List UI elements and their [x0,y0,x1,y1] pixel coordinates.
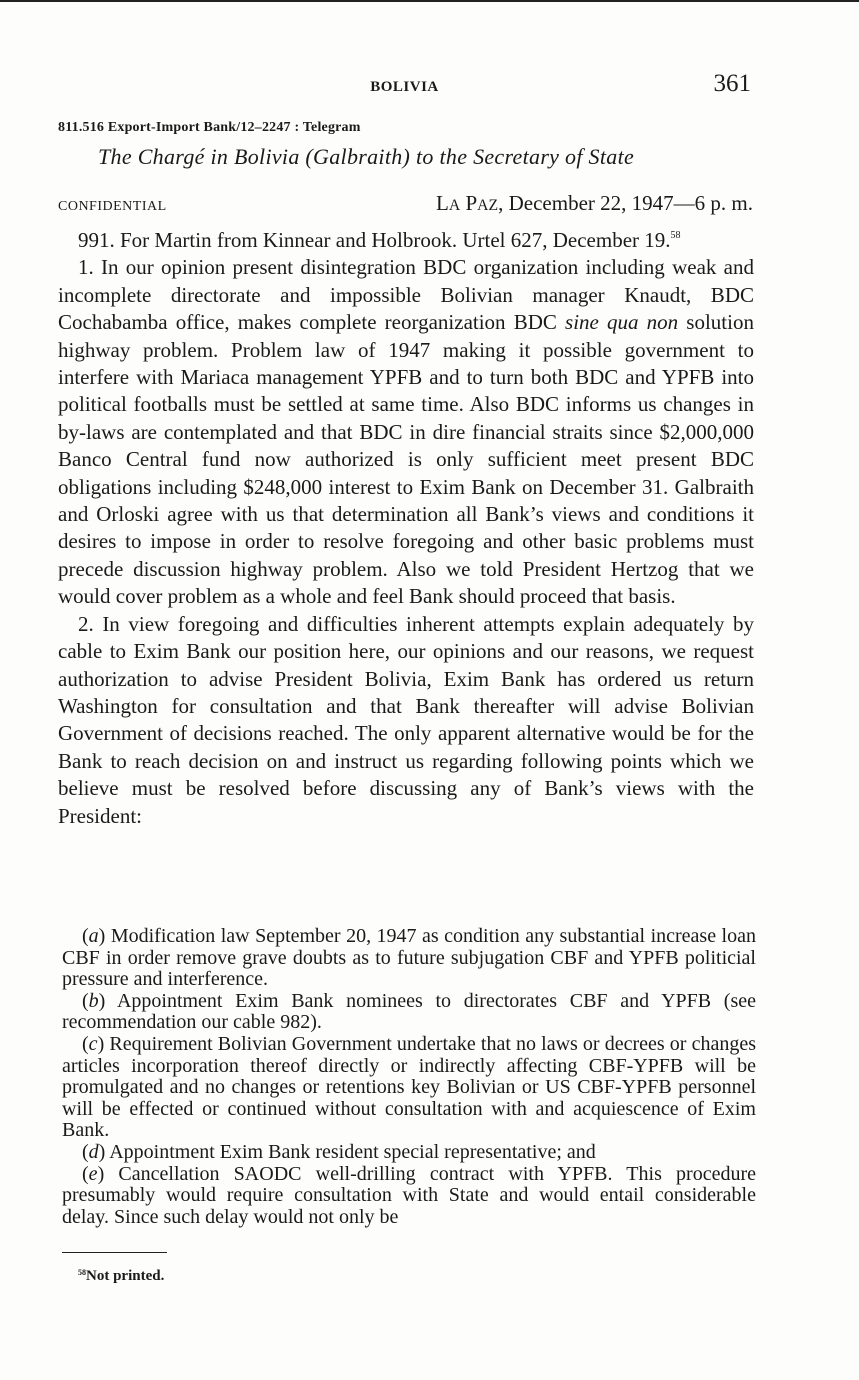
point-text: Modification law September 20, 1947 as condition any substantial increase loan CBF in order remove grave doubts as to future subjugation CBF and YPFB politicial pressure and interference. [62,925,756,991]
point-text: Requirement Bolivian Government undertake that no laws or decrees or changes articles incorporation thereof directly or indirectly affecting CBF-YPFB will be promulgated and no changes or retentions key Bolivian or US CBF-YPFB personnel will be effected or continued without consultation with and acquiescence of Exim Bank. [62,1032,756,1142]
footnote-reference: 58 [670,230,681,241]
classification-label: CONFIDENTIAL [58,199,167,214]
running-title: BOLIVIA [370,79,439,95]
paragraph-opening [58,227,754,254]
document-heading: The Chargé in Bolivia (Galbraith) to the Secretary of State [98,144,635,169]
dateline-place-initial-2: P [465,191,478,215]
dateline [436,191,753,216]
dateline-date: , December 22, 1947—6 p. m. [498,191,753,215]
footnote-rule [62,1252,167,1253]
classification-line [58,191,753,221]
dateline-place-rest-2: AZ [477,197,499,214]
point-item: (b) Appointment Exim Bank nominees to directorates CBF and YPFB (see recommendation our cable 982). [62,989,756,1034]
paragraph-1-italic: sine qua non [565,310,679,335]
point-item: (a) Modification law September 20, 1947 as condition any substantial increase loan CBF in order remove grave doubts as to future subjugation CBF and YPFB politicial pressure and interference. [62,925,756,991]
point-label: a [88,925,99,947]
footnote [78,1268,164,1285]
point-label: b [88,989,99,1012]
point-item: (d) Appointment Exim Bank resident special representative; and [82,1140,596,1163]
telegram-body [58,227,754,830]
paragraph-1-before: 1. In our opinion present disintegration BDC organization including weak and incomplete directorate and impossible Bolivian manager Knaudt, BDC Cochabamba office, makes complete reorganization BDC [58,255,754,335]
dateline-place-initial: L [435,191,449,215]
footnote-text: Not printed. [86,1268,165,1284]
point-label: e [88,1162,98,1185]
point-text: Cancellation SAODC well-drilling contract with YPFB. This procedure presumably would require consultation with State and would entail considerable delay. Since such delay would not only be [62,1162,756,1228]
paragraph-opening-text: 991. For Martin from Kinnear and Holbrook. Urtel 627, December 19. [78,228,671,252]
point-label: d [88,1140,99,1163]
dateline-place-rest: A [448,197,461,214]
top-rule [0,0,859,2]
point-item: (e) Cancellation SAODC well-drilling contract with YPFB. This procedure presumably would require consultation with State and would entail considerable delay. Since such delay would not only be [62,1162,756,1228]
paragraph-1-after: solution highway problem. Problem law of 1947 making it possible government to interfere with Mariaca management YPFB and to turn both BDC and YPFB into political footballs must be settled at same time. Also BDC informs us changes in by-laws are contemplated and that BDC in dire financial straits since $2,000,000 Banco Central fund now authorized is only sufficient meet present BDC obligations including $248,000 interest to Exim Bank on December 31. Galbraith and Orloski agree with us that determination all Bank’s views and conditions it desires to impose in order to resolve foregoing and other basic problems must precede discussion highway problem. Also we told President Hertzog that we would cover problem as a whole and feel Bank should proceed that basis. [58,310,754,609]
paragraph-2: 2. In view foregoing and difficulties inherent attempts explain adequately by cable to Exim Bank our position here, our opinions and our reasons, we request authorization to advise President Bolivia, Exim Bank has ordered us return Washington for consultation and that Bank thereafter will advise Bolivian Government of decisions reached. The only apparent alternative would be for the Bank to reach decision on and instruct us regarding following points which we believe must be resolved before discussing any of Bank’s views with the President: [58,611,754,828]
point-text: Appointment Exim Bank nominees to directorates CBF and YPFB (see recommendation our cable 982). [62,989,756,1034]
point-item: (c) Requirement Bolivian Government undertake that no laws or decrees or changes articles incorporation thereof directly or indirectly affecting CBF-YPFB will be promulgated and no changes or retentions key Bolivian or US CBF-YPFB personnel will be effected or continued without consultation with and acquiescence of Exim Bank. [62,1032,756,1142]
file-reference: 811.516 Export-Import Bank/12–2247 : Telegram [58,120,361,135]
point-text: Appointment Exim Bank resident special representative; and [109,1140,596,1163]
footnote-marker: 58 [78,1268,86,1277]
points-list [62,926,756,1228]
paragraph-1 [58,254,754,610]
page-number: 361 [713,70,751,97]
running-head [0,70,859,100]
point-label: c [88,1032,98,1055]
